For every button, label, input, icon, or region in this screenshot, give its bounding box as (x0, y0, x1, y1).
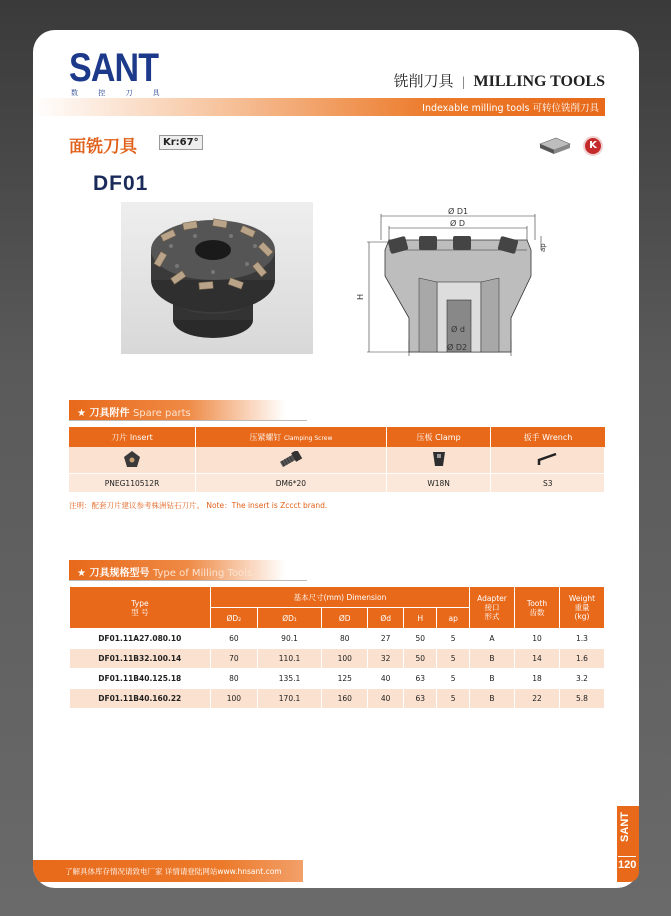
banner-text: Indexable milling tools 可转位铣削刀具 (422, 103, 599, 114)
insert-icon (69, 447, 196, 474)
spec-header-dimension: 基本尺寸(mm) Dimension (211, 587, 470, 608)
page-number: 120 (618, 856, 636, 871)
logo-text: SANT (69, 46, 159, 90)
divider (69, 580, 307, 581)
divider (69, 420, 307, 421)
spec-header-tooth: Tooth 齿数 (515, 587, 560, 629)
page-number-tab (617, 806, 639, 882)
spare-parts-heading (69, 400, 285, 420)
dim-ap-label: ap (539, 243, 547, 252)
spare-heading-en: Spare parts (132, 408, 191, 419)
clamp-icon (386, 447, 491, 474)
spare-screw-value: DM6*20 (196, 474, 387, 493)
side-brand: SANT (619, 812, 631, 842)
table-row: DF01.11B40.160.22 100 170.1 160 40 63 5 B 22 5.8 (70, 689, 605, 709)
title-cn: 铣削刀具 (393, 72, 454, 90)
insert-shape-icon (538, 136, 572, 156)
page-title (393, 70, 605, 91)
dim-h-label: H (356, 293, 365, 300)
dim-d2-label: Ø D2 (447, 343, 468, 352)
spare-heading-cn: ★ 刀具附件 (77, 408, 130, 419)
spec-table (69, 586, 605, 708)
spec-col-d1: ØD₁ (257, 608, 322, 629)
spare-clamp-value: W18N (386, 474, 491, 493)
spare-wrench-value: S3 (491, 474, 605, 493)
title-en: MILLING TOOLS (473, 73, 605, 90)
spec-col-ap: ap (437, 608, 470, 629)
brand-logo (69, 48, 174, 98)
spec-col-h: H (404, 608, 437, 629)
k-grade-icon: K (585, 138, 601, 154)
spare-header-insert: 刀片 Insert (69, 427, 196, 447)
milling-cutter-image (121, 202, 313, 354)
spec-heading-cn: ★ 刀具规格型号 (77, 568, 150, 579)
product-photo (121, 202, 313, 354)
model-name: DF01 (93, 172, 149, 195)
spec-col-d-small: Ød (368, 608, 404, 629)
category-banner (33, 98, 605, 116)
footer-bar (33, 860, 303, 882)
wrench-icon (491, 447, 605, 474)
spec-col-d: ØD (322, 608, 368, 629)
logo-subtitle: 数 控 刀 具 (71, 89, 169, 97)
spec-header-weight: Weight 重量 (kg) (560, 587, 605, 629)
kr-angle-badge: Kr:67° (159, 135, 203, 150)
section-title: 面铣刀具 (69, 137, 137, 157)
spec-heading (69, 560, 285, 580)
title-separator: | (461, 75, 466, 89)
catalog-page (33, 30, 639, 888)
dim-d1-label: Ø D1 (448, 207, 469, 216)
spare-header-screw: 压紧螺钉 Clamping Screw (196, 427, 387, 447)
table-row: DF01.11B40.125.18 80 135.1 125 40 63 5 B 18 3.2 (70, 669, 605, 689)
spec-heading-en: Type of Milling Tools (152, 568, 253, 579)
dim-d-small-label: Ø d (451, 325, 465, 334)
technical-drawing (349, 200, 555, 358)
spec-header-type: Type 型 号 (70, 587, 211, 629)
dim-d-label: Ø D (450, 219, 465, 228)
table-row: DF01.11B32.100.14 70 110.1 100 32 50 5 B 14 1.6 (70, 649, 605, 669)
spare-parts-table (69, 427, 605, 492)
spare-header-clamp: 压板 Clamp (386, 427, 491, 447)
spec-col-d2: ØD₂ (211, 608, 258, 629)
screw-icon (196, 447, 387, 474)
spare-header-wrench: 扳手 Wrench (491, 427, 605, 447)
spare-insert-value: PNEG110512R (69, 474, 196, 493)
footer-text: 了解具体库存情况请致电厂家 详情请登陆网站www.hnsant.com (65, 867, 282, 876)
spec-header-adapter: Adapter 接口 形式 (470, 587, 515, 629)
insert-note: 注明：配套刀片建议参考株洲钻石刀片。 Note：The insert is Zccct brand. (69, 501, 328, 510)
table-row: DF01.11A27.080.10 60 90.1 80 27 50 5 A 10 1.3 (70, 629, 605, 649)
